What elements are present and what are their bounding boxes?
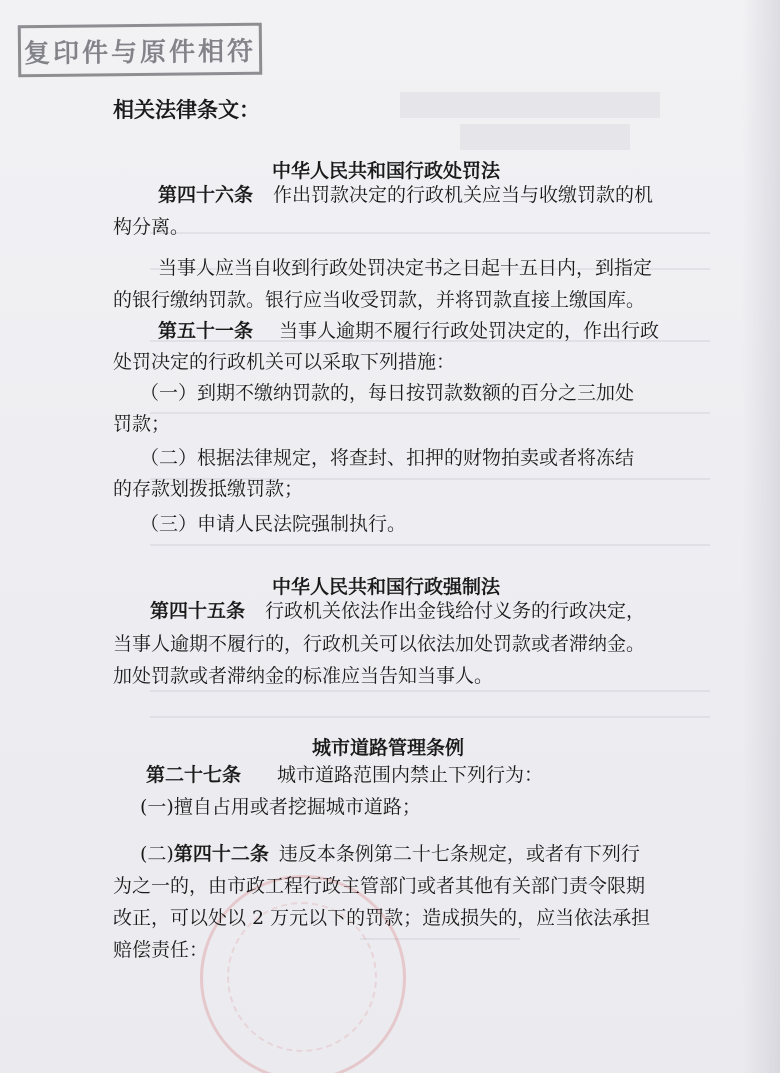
ghost-line: [150, 412, 710, 414]
article-paragraph: [140, 842, 640, 866]
ghost-subtitle-block: [460, 124, 630, 150]
article-text-line: 当事人逾期不履行的，行政机关可以依法加处罚款或者滞纳金。: [113, 633, 646, 655]
red-seal: [200, 875, 406, 1073]
page-heading: 相关法律条文：: [113, 98, 260, 122]
article-text-line: 构分离。: [113, 216, 190, 238]
article-paragraph: [158, 183, 653, 207]
measure-item-line: （二）根据法律规定，将查封、扣押的财物拍卖或者将冻结: [140, 447, 635, 469]
ghost-line: [150, 690, 710, 692]
article-number: 第四十二条: [173, 843, 269, 865]
item-prefix: (二): [140, 843, 174, 865]
article-text-line: 作出罚款决定的行政机关应当与收缴罚款的机: [273, 184, 654, 206]
prohibited-item-line: (一)擅自占用或者挖掘城市道路；: [140, 796, 421, 818]
article-paragraph: [146, 763, 543, 787]
article-paragraph: [158, 319, 659, 343]
paragraph-line: 的银行缴纳罚款。银行应当收受罚款，并将罚款直接上缴国库。: [113, 289, 646, 311]
paragraph-line: 当事人应当自收到行政处罚决定书之日起十五日内，到指定: [158, 257, 653, 279]
scan-edge-shadow: [742, 0, 780, 1073]
article-text-line: 城市道路范围内禁止下列行为：: [277, 764, 544, 786]
article-text-line: 违反本条例第二十七条规定，或者有下列行: [278, 843, 640, 865]
article-number: 第二十七条: [146, 764, 242, 786]
measure-item-line: （三）申请人民法院强制执行。: [140, 513, 407, 535]
article-text-line: 赔偿责任：: [113, 939, 209, 961]
article-text-line: 为之一的，由市政工程行政主管部门或者其他有关部门责令限期: [113, 875, 646, 897]
article-number: 第四十六条: [158, 184, 254, 206]
section-title-urban-road-regulations: 城市道路管理条例: [312, 737, 465, 759]
ghost-line: [360, 938, 520, 940]
article-text-line: 改正，可以处以 2 万元以下的罚款；造成损失的，应当依法承担: [113, 907, 651, 929]
ghost-line: [150, 232, 710, 234]
article-number: 第五十一条: [158, 320, 254, 342]
article-text-line: 当事人逾期不履行行政处罚决定的，作出行政: [279, 320, 660, 342]
measure-item-line: 罚款；: [113, 413, 171, 435]
measure-item-line: （一）到期不缴纳罚款的，每日按罚款数额的百分之三加处: [140, 382, 635, 404]
copy-certification-stamp: 复印件与原件相符: [18, 23, 263, 78]
article-text-line: 处罚决定的行政机关可以采取下列措施：: [113, 351, 456, 373]
article-paragraph: [150, 599, 645, 623]
section-title-administrative-compulsion-law: 中华人民共和国行政强制法: [272, 576, 501, 598]
article-text-line: 行政机关依法作出金钱给付义务的行政决定，: [265, 600, 646, 622]
section-title-administrative-penalty-law: 中华人民共和国行政处罚法: [272, 160, 501, 182]
measure-item-line: 的存款划拨抵缴罚款；: [113, 478, 304, 500]
ghost-line: [150, 544, 710, 546]
article-number: 第四十五条: [150, 600, 246, 622]
ghost-title-block: [400, 92, 660, 118]
article-text-line: 加处罚款或者滞纳金的标准应当告知当事人。: [113, 665, 494, 687]
ghost-line: [150, 716, 710, 718]
